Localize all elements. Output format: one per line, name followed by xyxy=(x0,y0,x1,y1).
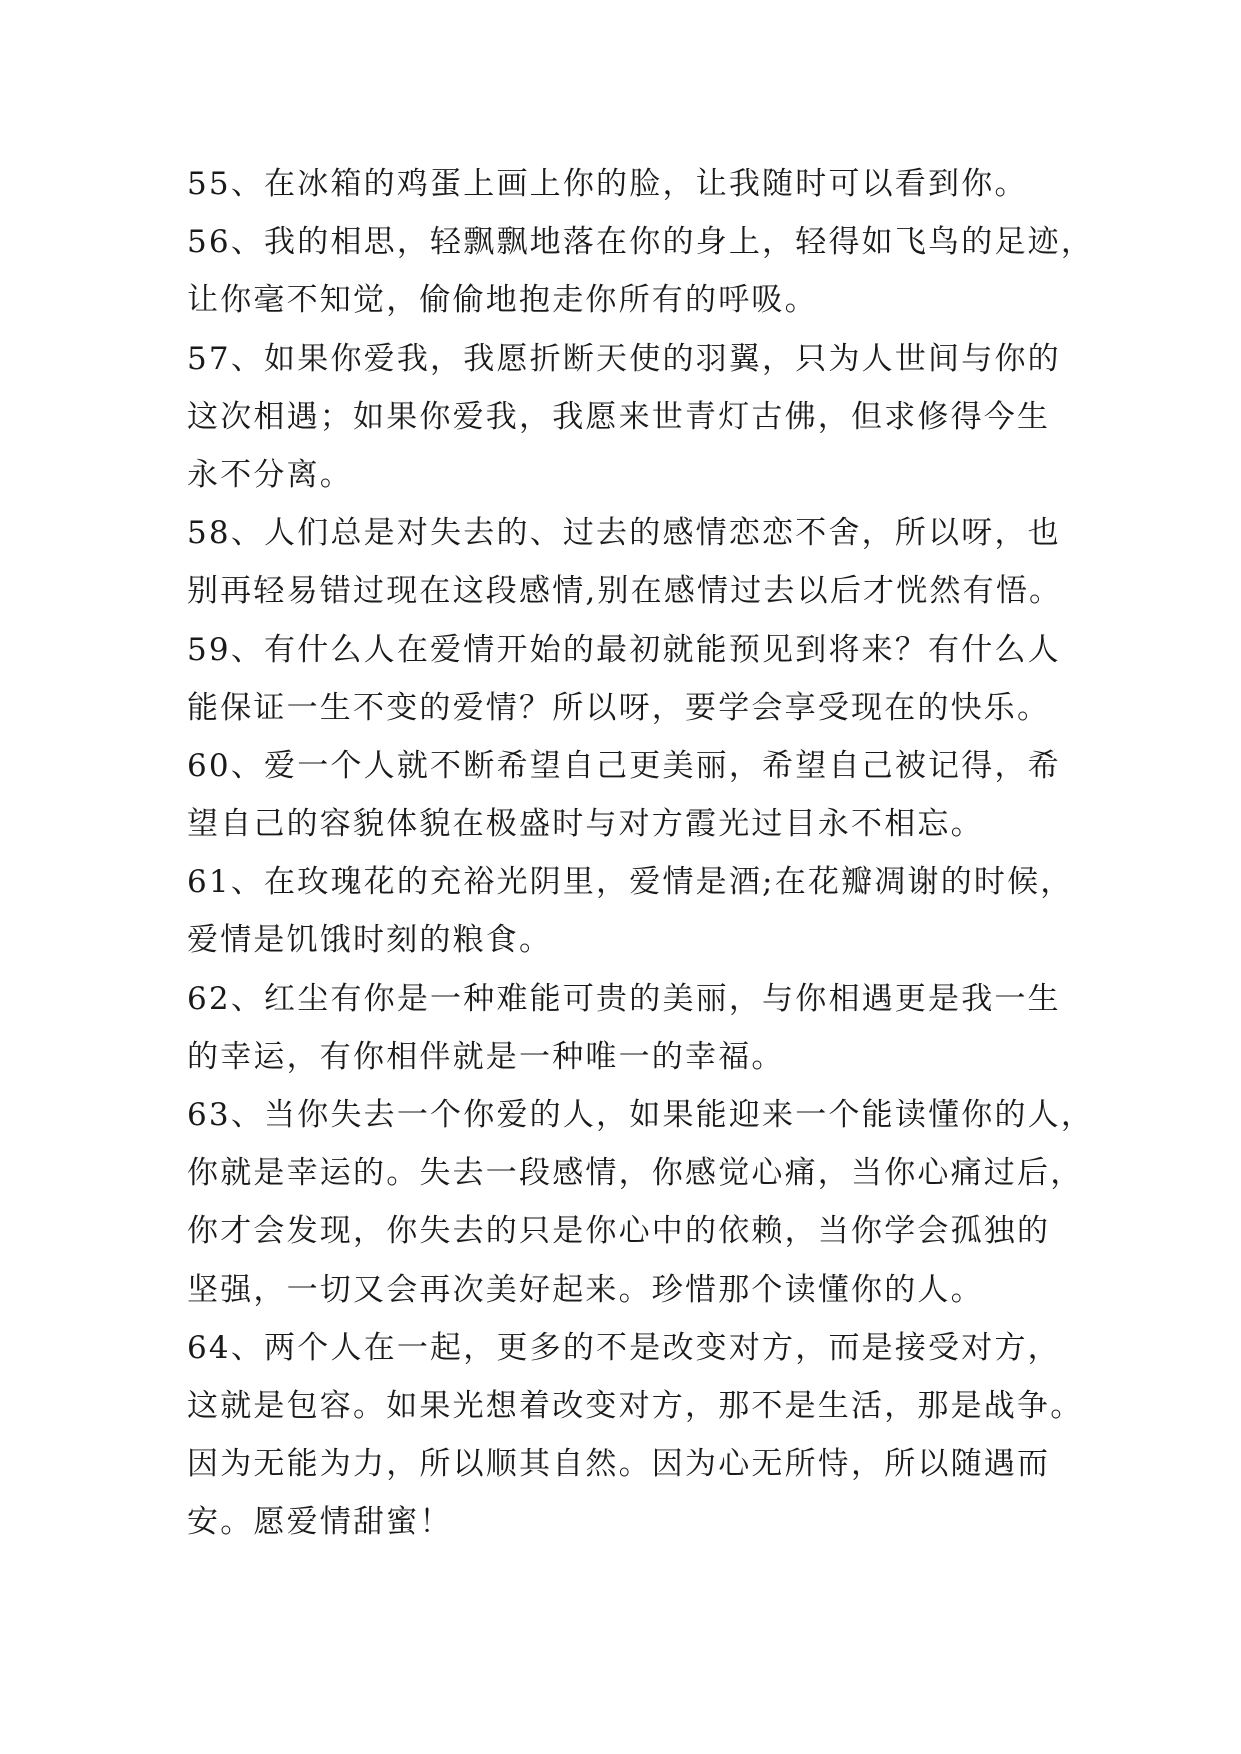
text-line: 63、当你失去一个你爱的人，如果能迎来一个能读懂你的人， xyxy=(187,1097,1095,1133)
text-line: 这次相遇；如果你爱我，我愿来世青灯古佛，但求修得今生 xyxy=(187,398,1051,435)
text-line: 55、在冰箱的鸡蛋上画上你的脸，让我随时可以看到你。 xyxy=(187,166,1028,202)
text-line: 永不分离。 xyxy=(187,456,353,493)
text-line: 这就是包容。如果光想着改变对方，那不是生活，那是战争。 xyxy=(187,1387,1084,1424)
text-line: 61、在玫瑰花的充裕光阴里，爱情是酒;在花瓣凋谢的时候， xyxy=(187,864,1074,901)
text-line: 能保证一生不变的爱情？所以呀，要学会享受现在的快乐。 xyxy=(187,689,1051,726)
text-line: 望自己的容貌体貌在极盛时与对方霞光过目永不相忘。 xyxy=(187,806,984,843)
text-line: 56、我的相思，轻飘飘地落在你的身上，轻得如飞鸟的足迹， xyxy=(187,224,1095,261)
text-line: 别再轻易错过现在这段感情,别在感情过去以后才恍然有悟。 xyxy=(187,573,1063,610)
text-line: 爱情是饥饿时刻的粮食。 xyxy=(187,922,553,959)
text-line: 坚强，一切又会再次美好起来。珍惜那个读懂你的人。 xyxy=(187,1271,984,1308)
text-line: 安。愿爱情甜蜜！ xyxy=(187,1504,453,1541)
text-line: 让你毫不知觉，偷偷地抱走你所有的呼吸。 xyxy=(187,282,818,319)
text-line: 的幸运，有你相伴就是一种唯一的幸福。 xyxy=(187,1038,785,1075)
text-line: 64、两个人在一起，更多的不是改变对方，而是接受对方， xyxy=(187,1329,1061,1366)
text-line: 62、红尘有你是一种难能可贵的美丽，与你相遇更是我一生 xyxy=(187,980,1061,1017)
text-line: 因为无能为力，所以顺其自然。因为心无所恃，所以随遇而 xyxy=(187,1446,1051,1483)
text-line: 59、有什么人在爱情开始的最初就能预见到将来？有什么人 xyxy=(187,631,1061,668)
text-line: 60、爱一个人就不断希望自己更美丽，希望自己被记得，希 xyxy=(187,747,1061,784)
text-line: 58、人们总是对失去的、过去的感情恋恋不舍，所以呀，也 xyxy=(187,515,1061,552)
text-line: 你才会发现，你失去的只是你心中的依赖，当你学会孤独的 xyxy=(187,1213,1051,1250)
text-line: 你就是幸运的。失去一段感情，你感觉心痛，当你心痛过后， xyxy=(187,1155,1084,1192)
body-text xyxy=(187,155,1095,1552)
text-line: 57、如果你爱我，我愿折断天使的羽翼，只为人世间与你的 xyxy=(187,340,1061,377)
